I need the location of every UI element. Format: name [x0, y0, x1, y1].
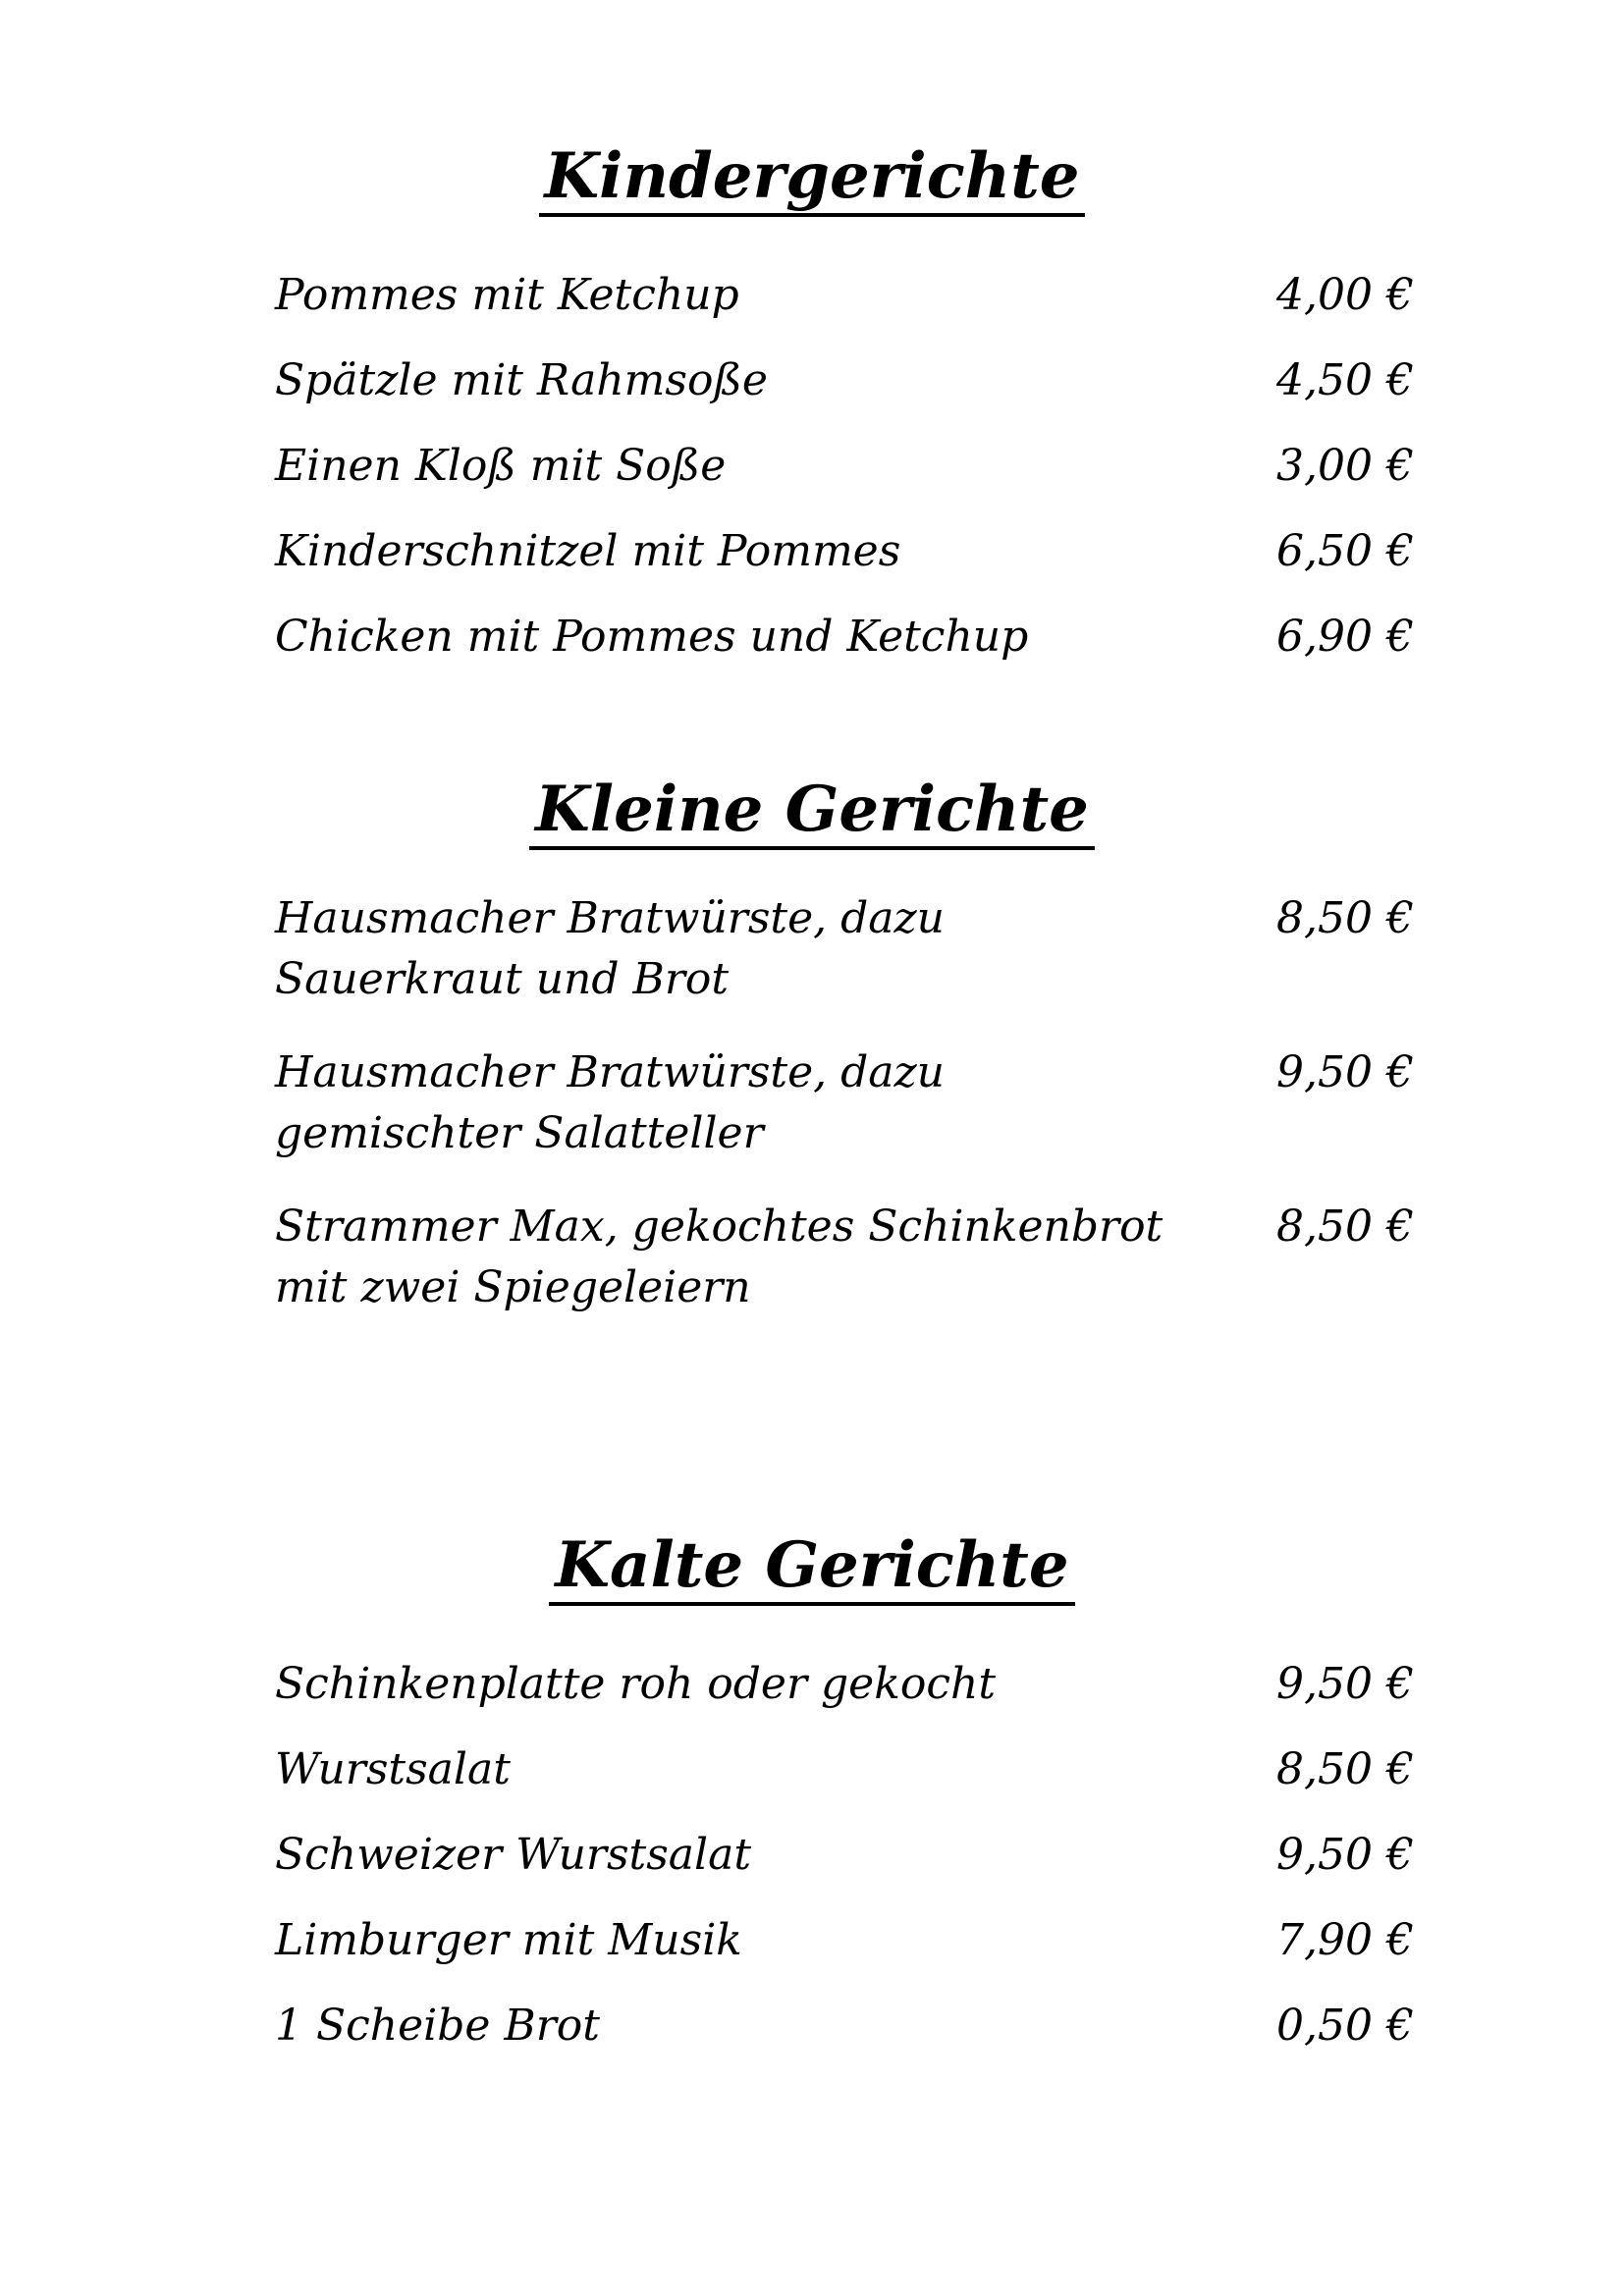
item-name: Einen Kloß mit Soße: [275, 441, 727, 491]
item-price: 6,90 €: [1276, 612, 1414, 662]
item-price: 8,50 €: [1276, 1201, 1414, 1252]
item-name: [275, 1042, 1198, 1164]
item-name: Kinderschnitzel mit Pommes: [275, 526, 901, 576]
section-title-text: Kalte Gerichte: [549, 1529, 1074, 1606]
item-name: Wurstsalat: [275, 1744, 511, 1794]
item-name: [275, 888, 1198, 1010]
item-price: 9,50 €: [1276, 1830, 1414, 1880]
section-title-text: Kleine Gerichte: [529, 774, 1095, 850]
item-name: Spätzle mit Rahmsoße: [275, 355, 768, 405]
item-price: 9,50 €: [1276, 1047, 1414, 1097]
section-title: [0, 771, 1624, 850]
item-price: 6,50 €: [1276, 526, 1414, 576]
item-name-line1: Strammer Max, gekochtes Schinkenbrot: [275, 1201, 1164, 1252]
section-title: [0, 1526, 1624, 1606]
item-name: Schinkenplatte roh oder gekocht: [275, 1659, 997, 1709]
item-name: Pommes mit Ketchup: [275, 270, 739, 320]
item-price: 9,50 €: [1276, 1659, 1414, 1709]
item-name: Schweizer Wurstsalat: [275, 1830, 752, 1880]
section-title-text: Kindergerichte: [539, 140, 1086, 217]
item-name: Limburger mit Musik: [275, 1915, 742, 1965]
item-price: 0,50 €: [1276, 2001, 1414, 2051]
item-price: 7,90 €: [1276, 1915, 1414, 1965]
item-name-line1: Hausmacher Bratwürste, dazu: [275, 893, 946, 943]
item-price: 4,00 €: [1276, 270, 1414, 320]
item-name-line1: Hausmacher Bratwürste, dazu: [275, 1047, 946, 1097]
item-name-line2: mit zwei Spiegeleiern: [275, 1262, 751, 1312]
item-price: 3,00 €: [1276, 441, 1414, 491]
item-name-line2: gemischter Salatteller: [275, 1108, 764, 1158]
item-name-line2: Sauerkraut und Brot: [275, 954, 730, 1004]
item-name: [275, 1197, 1198, 1318]
item-name: Chicken mit Pommes und Ketchup: [275, 612, 1029, 662]
item-price: 8,50 €: [1276, 1744, 1414, 1794]
item-price: 4,50 €: [1276, 355, 1414, 405]
item-price: 8,50 €: [1276, 893, 1414, 943]
item-name: 1 Scheibe Brot: [275, 2001, 600, 2051]
section-title: [0, 137, 1624, 217]
